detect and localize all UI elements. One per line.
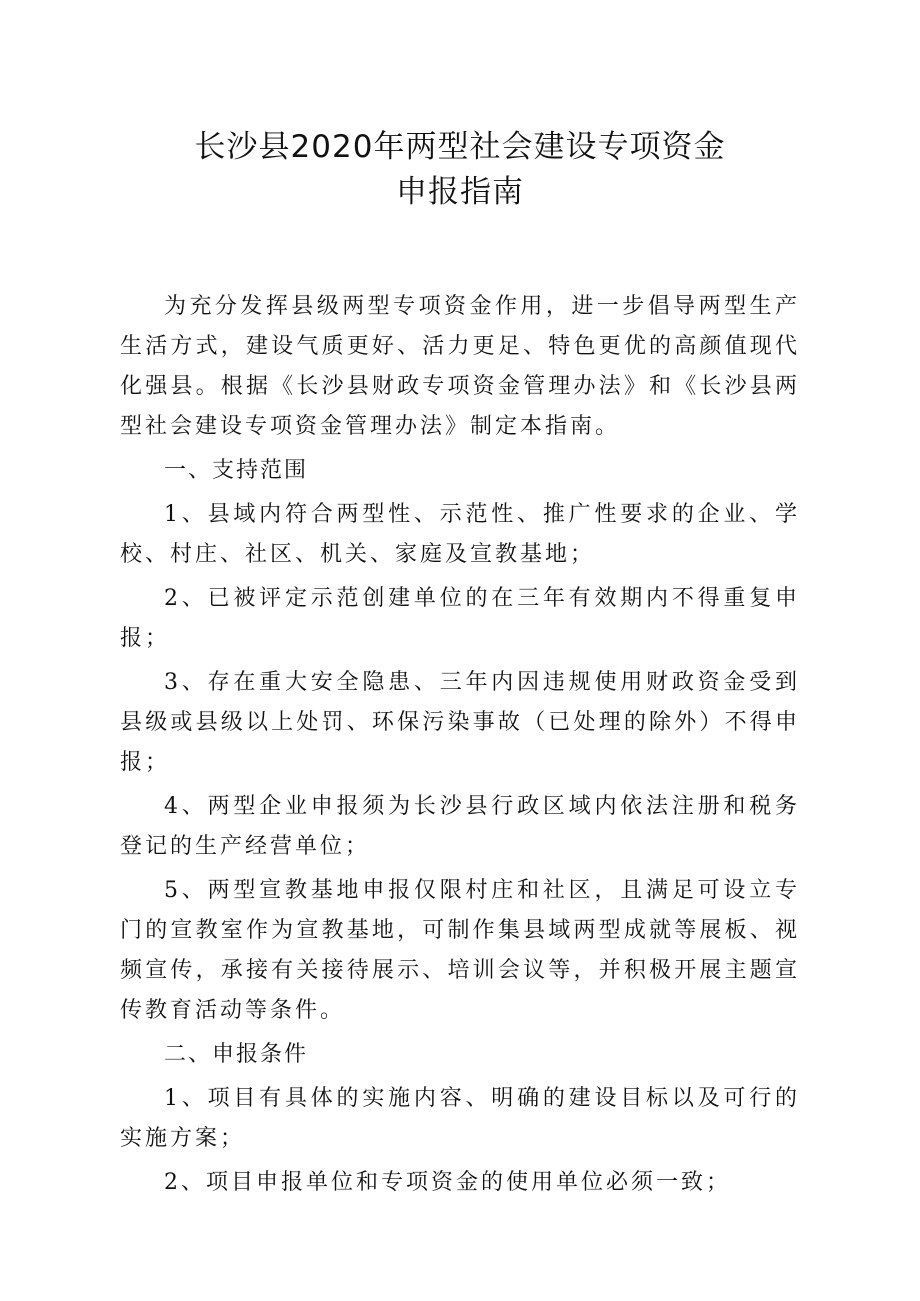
scope-item-2: 2、已被评定示范创建单位的在三年有效期内不得重复申报； <box>120 586 800 651</box>
intro-paragraph: 为充分发挥县级两型专项资金作用，进一步倡导两型生产生活方式，建设气质更好、活力更足、特色更优的高颜值现代化强县。根据《长沙县财政专项资金管理办法》和《长沙县两型社会建设专项资金管理办法》制定本指南。 <box>120 294 800 439</box>
title-line-2: 申报指南 <box>396 174 524 210</box>
title-line-1: 长沙县2020年两型社会建设专项资金 <box>194 129 726 165</box>
scope-item-3: 3、存在重大安全隐患、三年内因违规使用财政资金受到县级或县级以上处罚、环保污染事故（已处理的除外）不得申报； <box>120 670 800 775</box>
section-heading-scope: 一、支持范围 <box>164 458 309 483</box>
scope-item-4: 4、两型企业申报须为长沙县行政区域内依法注册和税务登记的生产经营单位； <box>120 794 800 859</box>
conditions-item-2: 2、项目申报单位和专项资金的使用单位必须一致； <box>164 1170 731 1195</box>
scope-item-1: 1、县域内符合两型性、示范性、推广性要求的企业、学校、村庄、社区、机关、家庭及宣教基地； <box>120 502 800 567</box>
conditions-item-1: 1、项目有具体的实施内容、明确的建设目标以及可行的实施方案； <box>120 1086 800 1151</box>
document-title <box>120 125 800 215</box>
document-body <box>120 287 800 1203</box>
section-heading-conditions: 二、申报条件 <box>164 1042 309 1067</box>
scope-item-5: 5、两型宣教基地申报仅限村庄和社区，且满足可设立专门的宣教室作为宣教基地，可制作集县域两型成就等展板、视频宣传，承接有关接待展示、培训会议等，并积极开展主题宣传教育活动等条件。 <box>120 878 800 1023</box>
